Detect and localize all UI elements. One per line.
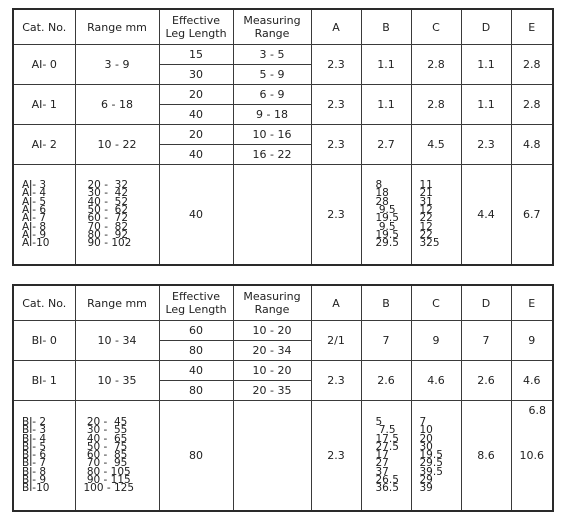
range-list-text: 20 - 45 30 - 55 40 - 65 50 - 75 60 - 85 70 - 95 80 - 105 90 - 115 100 - 125: [83, 415, 135, 495]
range-cell: 10 - 22: [75, 125, 159, 165]
header-row: [13, 285, 553, 321]
b-list: [361, 165, 411, 265]
leg-cell: 20: [159, 85, 233, 105]
table-row: [13, 85, 553, 105]
eff-leg-line2: Leg Length: [165, 303, 227, 316]
range-cell: 10 - 35: [75, 361, 159, 401]
a-cell: 2.3: [311, 361, 361, 401]
col-header-effective-leg-length: [159, 9, 233, 45]
range-list: [75, 401, 159, 511]
b-cell: 2.6: [361, 361, 411, 401]
col-header-d: D: [461, 285, 511, 321]
col-header-range: Range mm: [75, 285, 159, 321]
b-cell: 1.1: [361, 85, 411, 125]
range-cell: 3 - 9: [75, 45, 159, 85]
col-header-cat-no: Cat. No.: [13, 9, 75, 45]
meas-line2: Range: [254, 303, 290, 316]
c-list-text: 7 10 20 30 19.5 29.5 39.5 29 39: [419, 415, 443, 495]
spec-table-bi: [12, 284, 554, 512]
e-cell: 9: [511, 321, 553, 361]
b-list-text: 8 18 28 9.5 19.5 9.5 19.5 29.5: [375, 179, 399, 250]
leg-cell: 40: [159, 105, 233, 125]
col-header-measuring-range: [233, 285, 311, 321]
c-list: [411, 401, 461, 511]
d-cell: 1.1: [461, 85, 511, 125]
leg-cell: 80: [159, 401, 233, 511]
e-cell: 2.8: [511, 45, 553, 85]
cat-no-list-text: BI- 2 BI- 3 BI- 4 BI- 5 BI- 6 BI- 7 BI- 8 BI- 9 BI-10: [22, 415, 50, 495]
b-cell: 7: [361, 321, 411, 361]
table-row: [13, 361, 553, 381]
cat-no-list: [13, 401, 75, 511]
leg-cell: 20: [159, 125, 233, 145]
meas-cell-empty: [233, 401, 311, 511]
table-row: [13, 125, 553, 145]
leg-cell: 15: [159, 45, 233, 65]
e-cell: 2.8: [511, 85, 553, 125]
b-cell: 2.7: [361, 125, 411, 165]
c-list: [411, 165, 461, 265]
leg-cell: 40: [159, 165, 233, 265]
eff-leg-line2: Leg Length: [165, 27, 227, 40]
d-cell: 7: [461, 321, 511, 361]
col-header-effective-leg-length: [159, 285, 233, 321]
leg-cell: 60: [159, 321, 233, 341]
col-header-range: Range mm: [75, 9, 159, 45]
cat-no-cell: AI- 1: [13, 85, 75, 125]
cat-no-cell: AI- 0: [13, 45, 75, 85]
meas-cell: 20 - 34: [233, 341, 311, 361]
meas-cell: 10 - 20: [233, 321, 311, 341]
meas-cell: 6 - 9: [233, 85, 311, 105]
leg-cell: 30: [159, 65, 233, 85]
a-cell: 2/1: [311, 321, 361, 361]
meas-cell: 10 - 20: [233, 361, 311, 381]
col-header-a: A: [311, 9, 361, 45]
meas-cell-empty: [233, 165, 311, 265]
range-list-text: 20 - 32 30 - 42 40 - 52 50 - 62 60 - 72 70 - 82 80 - 92 90 - 102: [87, 179, 132, 250]
meas-line1: Measuring: [243, 290, 301, 303]
table-row: [13, 45, 553, 65]
c-cell: 2.8: [411, 85, 461, 125]
e-cell: 6.7: [511, 165, 553, 265]
b-list: [361, 401, 411, 511]
eff-leg-line1: Effective: [172, 290, 220, 303]
range-cell: 6 - 18: [75, 85, 159, 125]
b-list-text: 5 7.5 17.5 27.5 17 27 37 26.5 36.5: [375, 415, 399, 495]
col-header-b: B: [361, 9, 411, 45]
cat-no-cell: AI- 2: [13, 125, 75, 165]
d-cell: 4.4: [461, 165, 511, 265]
range-cell: 10 - 34: [75, 321, 159, 361]
cat-no-cell: BI- 0: [13, 321, 75, 361]
c-cell: 4.5: [411, 125, 461, 165]
e-top-value: 6.8: [528, 404, 546, 417]
table-row: [13, 321, 553, 341]
table-row-group: [13, 401, 553, 511]
d-cell: 1.1: [461, 45, 511, 85]
meas-cell: 16 - 22: [233, 145, 311, 165]
d-cell: 8.6: [461, 401, 511, 511]
col-header-c: C: [411, 285, 461, 321]
a-cell: 2.3: [311, 45, 361, 85]
c-list-text: 11 21 31 12 22 12 22 325: [419, 179, 440, 250]
table-row-group: [13, 165, 553, 265]
col-header-c: C: [411, 9, 461, 45]
e-value: 10.6: [519, 448, 544, 462]
col-header-measuring-range: [233, 9, 311, 45]
col-header-a: A: [311, 285, 361, 321]
d-cell: 2.3: [461, 125, 511, 165]
meas-cell: 9 - 18: [233, 105, 311, 125]
spec-table-ai: [12, 8, 554, 266]
col-header-cat-no: Cat. No.: [13, 285, 75, 321]
b-cell: 1.1: [361, 45, 411, 85]
cat-no-list-text: AI- 3 AI- 4 AI- 5 AI- 6 AI- 7 AI- 8 AI- 9 AI-10: [22, 179, 50, 250]
leg-cell: 80: [159, 381, 233, 401]
e-cell: 4.8: [511, 125, 553, 165]
header-row: [13, 9, 553, 45]
meas-cell: 20 - 35: [233, 381, 311, 401]
col-header-b: B: [361, 285, 411, 321]
cat-no-cell: BI- 1: [13, 361, 75, 401]
c-cell: 4.6: [411, 361, 461, 401]
meas-line1: Measuring: [243, 14, 301, 27]
meas-cell: 3 - 5: [233, 45, 311, 65]
leg-cell: 40: [159, 361, 233, 381]
cat-no-list: [13, 165, 75, 265]
c-cell: 2.8: [411, 45, 461, 85]
leg-cell: 40: [159, 145, 233, 165]
col-header-d: D: [461, 9, 511, 45]
meas-line2: Range: [254, 27, 290, 40]
a-cell: 2.3: [311, 401, 361, 511]
c-cell: 9: [411, 321, 461, 361]
leg-cell: 80: [159, 341, 233, 361]
range-list: [75, 165, 159, 265]
col-header-e: E: [511, 285, 553, 321]
col-header-e: E: [511, 9, 553, 45]
d-cell: 2.6: [461, 361, 511, 401]
a-cell: 2.3: [311, 85, 361, 125]
a-cell: 2.3: [311, 165, 361, 265]
meas-cell: 10 - 16: [233, 125, 311, 145]
e-cell: [511, 401, 553, 511]
meas-cell: 5 - 9: [233, 65, 311, 85]
eff-leg-line1: Effective: [172, 14, 220, 27]
a-cell: 2.3: [311, 125, 361, 165]
e-cell: 4.6: [511, 361, 553, 401]
